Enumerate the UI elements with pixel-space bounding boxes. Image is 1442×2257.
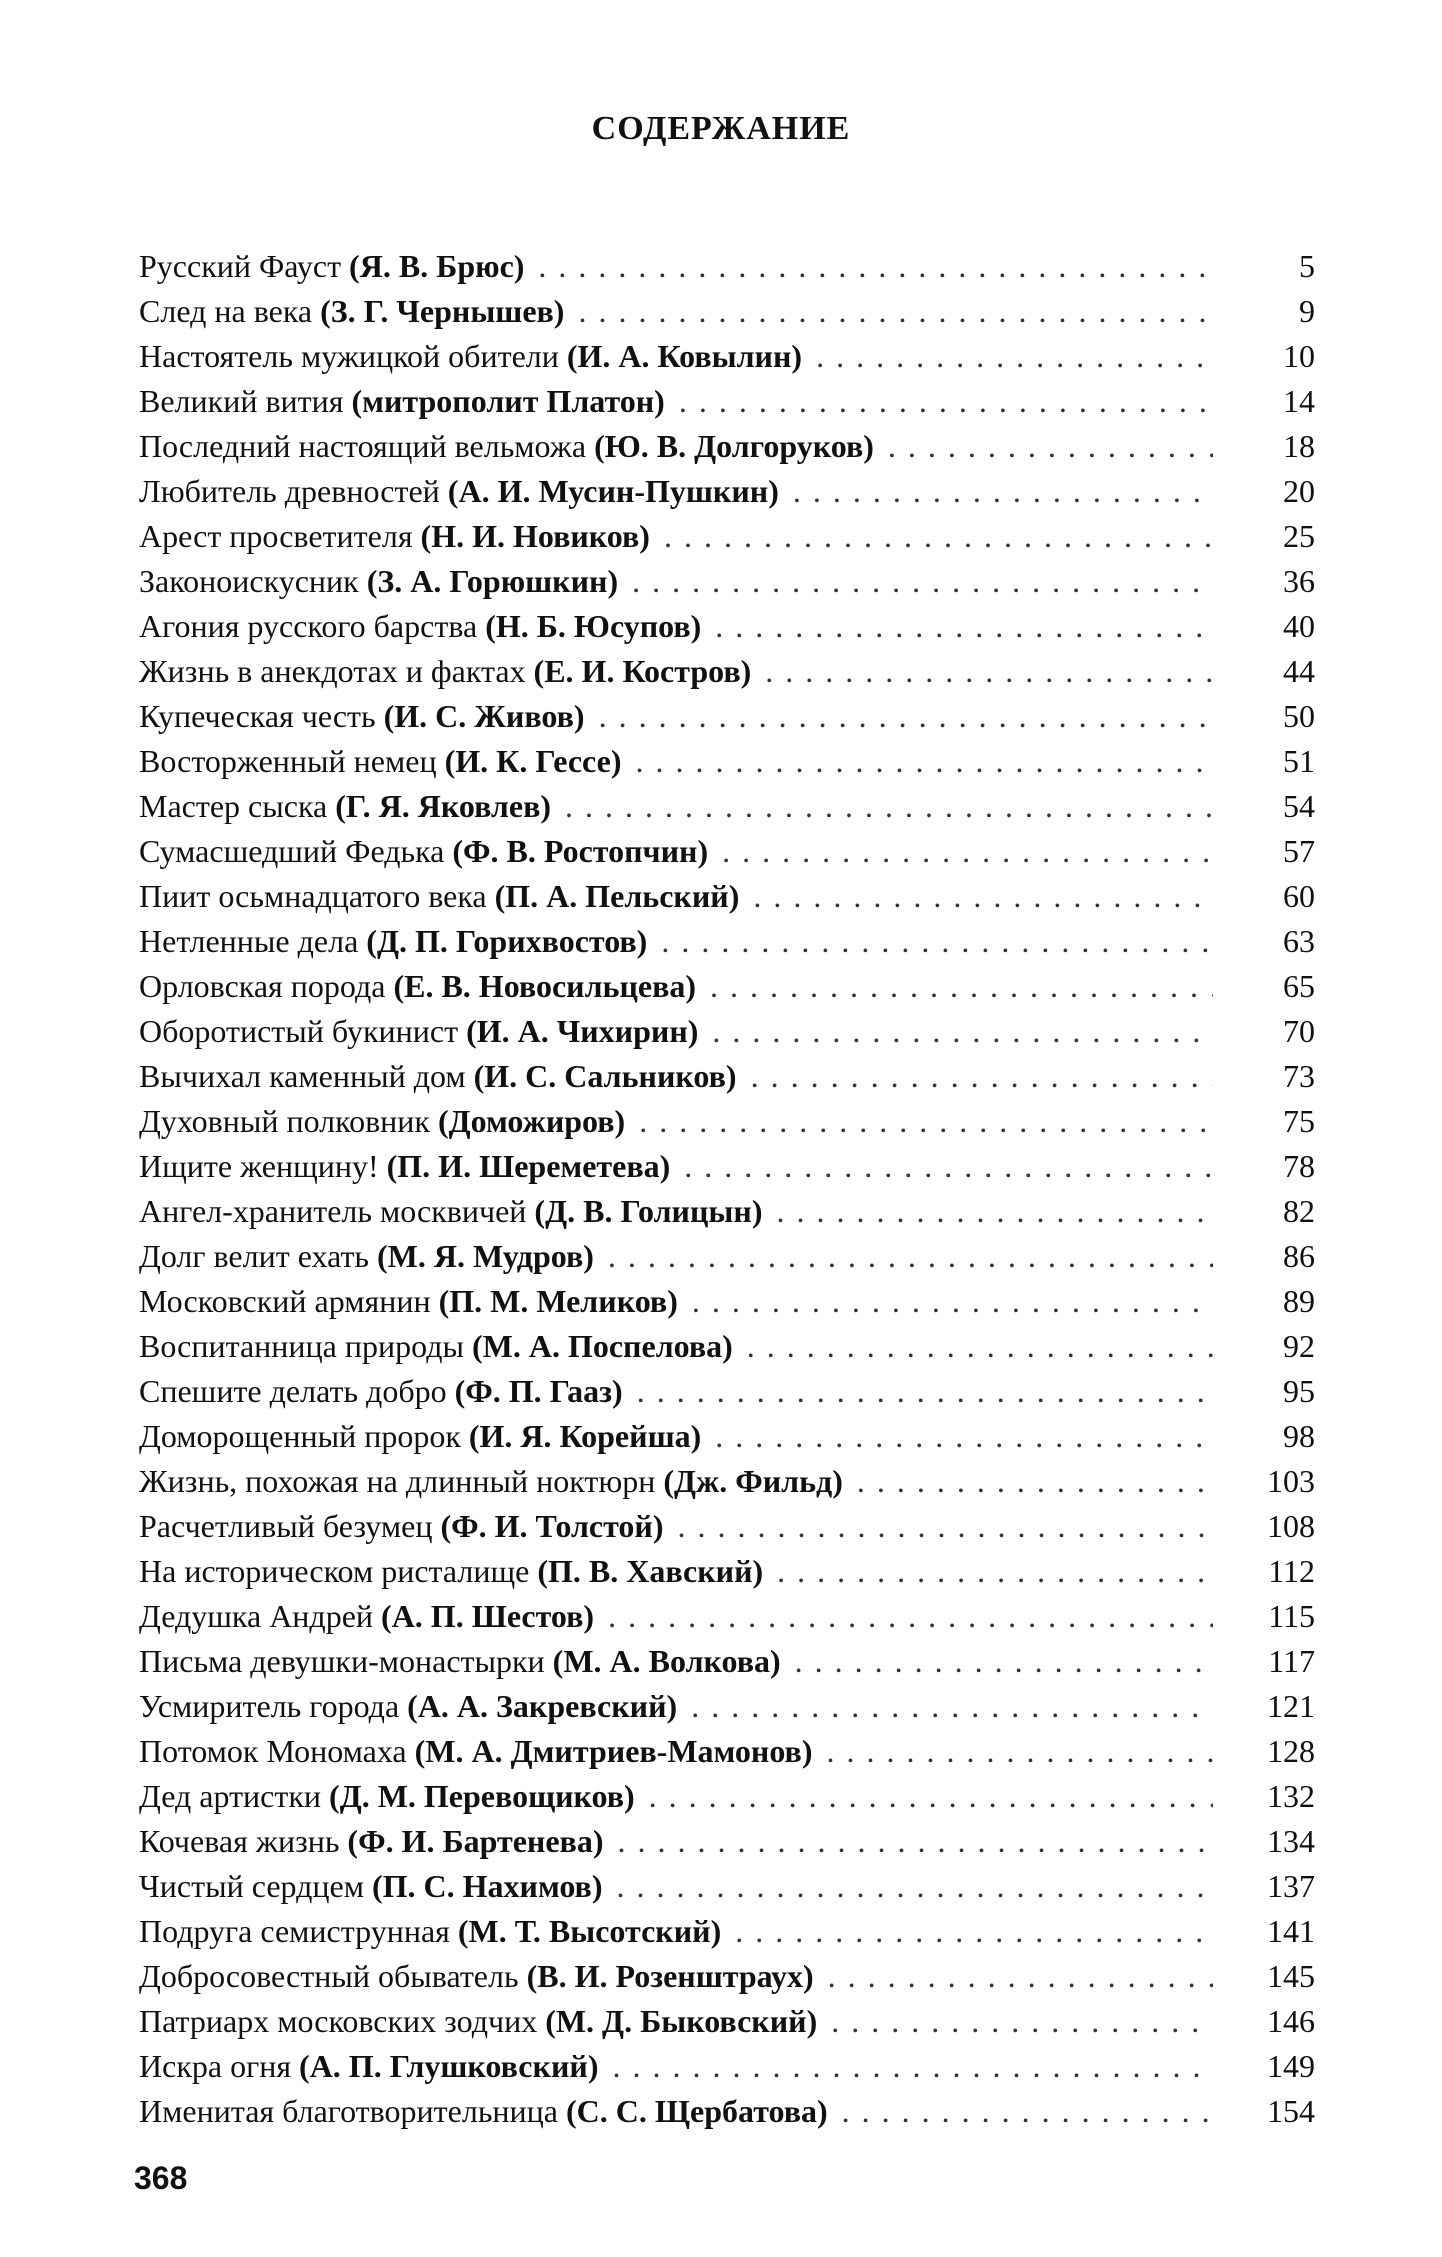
toc-entry-title: Ангел-хранитель москвичей xyxy=(139,1193,527,1229)
toc-entry xyxy=(139,1954,1315,1999)
dot-leader xyxy=(664,514,1213,559)
toc-entry-author: (В. И. Розенштраух) xyxy=(526,1958,814,1994)
toc-entry-author: (М. Я. Мудров) xyxy=(377,1238,594,1274)
dot-leader xyxy=(857,1459,1213,1504)
toc-entry xyxy=(139,649,1315,694)
toc-entry-title: Агония русского барства xyxy=(139,608,478,644)
toc-entry-author: (М. А. Волкова) xyxy=(552,1643,781,1679)
toc-entry-title: Дедушка Андрей xyxy=(139,1598,374,1634)
toc-entry-title: Воспитанница природы xyxy=(139,1328,464,1364)
toc-entry-author: (М. А. Поспелова) xyxy=(471,1328,733,1364)
toc-entry-title: Великий вития xyxy=(139,383,344,419)
toc-entry-page: 132 xyxy=(1267,1778,1315,1814)
toc-entry-author: (Д. П. Горихвостов) xyxy=(366,923,648,959)
toc-entry-title: Купеческая честь xyxy=(139,698,376,734)
toc-entry-page: 75 xyxy=(1283,1103,1315,1139)
dot-leader xyxy=(722,829,1213,874)
toc-entry-author: (П. И. Шереметева) xyxy=(386,1148,671,1184)
toc-entry-title: Чистый сердцем xyxy=(139,1868,364,1904)
toc-entry-author: (З. А. Горюшкин) xyxy=(366,563,619,599)
toc-entry-title: Спешите делать добро xyxy=(139,1373,447,1409)
toc-entry-author: (Ф. И. Толстой) xyxy=(440,1508,664,1544)
toc-entry-page: 9 xyxy=(1299,293,1315,329)
toc-entry-title: Долг велит ехать xyxy=(139,1238,370,1274)
toc-entry-title: Именитая благотворительница xyxy=(139,2093,558,2129)
toc-entry xyxy=(139,1594,1315,1639)
toc-entry xyxy=(139,964,1315,1009)
toc-entry-author: (П. С. Нахимов) xyxy=(371,1868,603,1904)
dot-leader xyxy=(753,874,1213,919)
toc-entry xyxy=(139,1369,1315,1414)
dot-leader xyxy=(795,1639,1213,1684)
dot-leader xyxy=(712,1009,1213,1054)
toc-entry-title: Усмиритель города xyxy=(139,1688,400,1724)
dot-leader xyxy=(616,1864,1213,1909)
dot-leader xyxy=(617,1819,1213,1864)
dot-leader xyxy=(715,604,1213,649)
dot-leader xyxy=(735,1909,1213,1954)
toc-entry-title: Сумасшедший Федька xyxy=(139,833,445,869)
dot-leader xyxy=(888,424,1213,469)
toc-entry xyxy=(139,1234,1315,1279)
toc-entry xyxy=(139,2089,1315,2134)
toc-entry-page: 25 xyxy=(1283,518,1315,554)
toc-entry xyxy=(139,1774,1315,1819)
toc-entry-author: (Д. М. Перевощиков) xyxy=(329,1778,635,1814)
dot-leader xyxy=(842,2089,1213,2134)
dot-leader xyxy=(692,1279,1213,1324)
toc-entry-page: 121 xyxy=(1267,1688,1315,1724)
toc-entry xyxy=(139,244,1315,289)
toc-entry-title: Доморощенный пророк xyxy=(139,1418,461,1454)
toc-entry xyxy=(139,604,1315,649)
toc-entry xyxy=(139,514,1315,559)
dot-leader xyxy=(828,1954,1213,1999)
toc-entry-title: Последний настоящий вельможа xyxy=(139,428,587,464)
toc-entry-author: (Ф. В. Ростопчин) xyxy=(452,833,709,869)
toc-entry-title: Дед артистки xyxy=(139,1778,322,1814)
toc-entry-title: Мастер сыска xyxy=(139,788,328,824)
toc-entry-author: (И. Я. Корейша) xyxy=(468,1418,702,1454)
toc-entry-page: 115 xyxy=(1268,1598,1315,1634)
toc-entry-author: (З. Г. Чернышев) xyxy=(320,293,565,329)
toc-entry-author: (Ф. И. Бартенева) xyxy=(347,1823,604,1859)
toc-entry-title: Патриарх московских зодчих xyxy=(139,2003,538,2039)
toc-entry-author: (П. А. Пельский) xyxy=(494,878,740,914)
toc-entry-title: Письма девушки-монастырки xyxy=(139,1643,545,1679)
toc-entry xyxy=(139,784,1315,829)
toc-entry-title: Расчетливый безумец xyxy=(139,1508,433,1544)
toc-entry-title: Любитель древностей xyxy=(139,473,440,509)
toc-entry-page: 36 xyxy=(1283,563,1315,599)
toc-entry-title: Русский Фауст xyxy=(139,248,342,284)
toc-entry xyxy=(139,469,1315,514)
toc-entry xyxy=(139,1189,1315,1234)
toc-entry xyxy=(139,1054,1315,1099)
dot-leader xyxy=(710,964,1213,1009)
toc-entry-author: (Ю. В. Долгоруков) xyxy=(594,428,874,464)
toc-entry-author: (А. А. Закревский) xyxy=(407,1688,678,1724)
toc-entry-page: 128 xyxy=(1267,1733,1315,1769)
toc-entry-author: (М. А. Дмитриев-Мамонов) xyxy=(414,1733,813,1769)
dot-leader xyxy=(793,469,1213,514)
toc-entry xyxy=(139,829,1315,874)
toc-entry-page: 137 xyxy=(1267,1868,1315,1904)
toc-entry-title: Ищите женщину! xyxy=(139,1148,379,1184)
toc-entry-page: 44 xyxy=(1283,653,1315,689)
toc-entry-page: 112 xyxy=(1268,1553,1315,1589)
toc-entry-author: (Н. И. Новиков) xyxy=(420,518,650,554)
dot-leader xyxy=(599,694,1213,739)
toc-entry-page: 51 xyxy=(1283,743,1315,779)
dot-leader xyxy=(565,784,1213,829)
toc-entry xyxy=(139,1279,1315,1324)
toc-entry xyxy=(139,1324,1315,1369)
toc-entry-author: (С. С. Щербатова) xyxy=(566,2093,828,2129)
dot-leader xyxy=(632,559,1213,604)
toc-entry-author: (Е. В. Новосильцева) xyxy=(393,968,697,1004)
dot-leader xyxy=(661,919,1213,964)
toc-entry-title: Добросовестный обыватель xyxy=(139,1958,519,1994)
toc-entry-title: След на века xyxy=(139,293,313,329)
toc-entry-page: 40 xyxy=(1283,608,1315,644)
dot-leader xyxy=(612,2044,1213,2089)
toc-entry-page: 117 xyxy=(1268,1643,1315,1679)
toc-entry-page: 18 xyxy=(1283,428,1315,464)
toc-entry xyxy=(139,739,1315,784)
toc-entry-page: 103 xyxy=(1267,1463,1315,1499)
toc-entry xyxy=(139,1144,1315,1189)
toc-entry xyxy=(139,919,1315,964)
toc-entry-page: 10 xyxy=(1283,338,1315,374)
dot-leader xyxy=(684,1144,1213,1189)
toc-entry xyxy=(139,1459,1315,1504)
dot-leader xyxy=(831,1999,1213,2044)
toc-entry-title: Нетленные дела xyxy=(139,923,359,959)
toc-entry-page: 145 xyxy=(1267,1958,1315,1994)
dot-leader xyxy=(826,1729,1213,1774)
toc-entry xyxy=(139,379,1315,424)
toc-entry-author: (Я. В. Брюс) xyxy=(349,248,525,284)
toc-entry xyxy=(139,559,1315,604)
toc-entry-page: 86 xyxy=(1283,1238,1315,1274)
toc-entry xyxy=(139,1819,1315,1864)
toc-entry-author: (Н. Б. Юсупов) xyxy=(485,608,702,644)
toc-entry-page: 89 xyxy=(1283,1283,1315,1319)
toc-entry-title: Оборотистый букинист xyxy=(139,1013,459,1049)
dot-leader xyxy=(691,1684,1213,1729)
toc-entry-author: (митрополит Платон) xyxy=(351,383,665,419)
dot-leader xyxy=(715,1414,1213,1459)
dot-leader xyxy=(637,1369,1213,1414)
toc-entry-page: 95 xyxy=(1283,1373,1315,1409)
toc-entry xyxy=(139,289,1315,334)
dot-leader xyxy=(636,739,1214,784)
toc-entry-author: (Д. В. Голицын) xyxy=(534,1193,763,1229)
dot-leader xyxy=(608,1594,1213,1639)
toc-entry-author: (Г. Я. Яковлев) xyxy=(335,788,552,824)
dot-leader xyxy=(678,1504,1213,1549)
toc-entry-title: Настоятель мужицкой обители xyxy=(139,338,559,374)
toc-entry-title: Орловская порода xyxy=(139,968,386,1004)
dot-leader xyxy=(578,289,1213,334)
dot-leader xyxy=(649,1774,1213,1819)
toc-entry xyxy=(139,1549,1315,1594)
toc-entry xyxy=(139,1729,1315,1774)
toc-entry-page: 50 xyxy=(1283,698,1315,734)
toc-entry-page: 149 xyxy=(1267,2048,1315,2084)
toc-entry xyxy=(139,424,1315,469)
toc-entry-title: Арест просветителя xyxy=(139,518,413,554)
toc-entry-title: Законоискусник xyxy=(139,563,359,599)
toc-entry-author: (А. П. Глушковский) xyxy=(299,2048,599,2084)
toc-entry xyxy=(139,1909,1315,1954)
dot-leader xyxy=(747,1324,1213,1369)
toc-entry xyxy=(139,1504,1315,1549)
dot-leader xyxy=(538,244,1213,289)
toc-entry-page: 14 xyxy=(1283,383,1315,419)
toc-entry-title: Потомок Мономаха xyxy=(139,1733,407,1769)
dot-leader xyxy=(608,1234,1213,1279)
toc-entry-title: Жизнь, похожая на длинный ноктюрн xyxy=(139,1463,656,1499)
toc-entry xyxy=(139,334,1315,379)
toc-entry-page: 54 xyxy=(1283,788,1315,824)
toc-entry-page: 108 xyxy=(1267,1508,1315,1544)
toc-entry-author: (П. М. Меликов) xyxy=(438,1283,678,1319)
toc-entry-title: Искра огня xyxy=(139,2048,292,2084)
toc-entry-title: Восторженный немец xyxy=(139,743,437,779)
toc-entry-author: (И. А. Чихирин) xyxy=(466,1013,699,1049)
table-of-contents xyxy=(139,244,1315,2134)
toc-entry xyxy=(139,1864,1315,1909)
toc-entry xyxy=(139,694,1315,739)
toc-entry-title: Духовный полковник xyxy=(139,1103,430,1139)
dot-leader xyxy=(751,1054,1213,1099)
toc-entry-author: (И. К. Гессе) xyxy=(444,743,622,779)
dot-leader xyxy=(776,1189,1213,1234)
toc-entry-page: 92 xyxy=(1283,1328,1315,1364)
toc-entry-page: 134 xyxy=(1267,1823,1315,1859)
toc-entry xyxy=(139,1009,1315,1054)
toc-entry-title: Пиит осьмнадцатого века xyxy=(139,878,487,914)
toc-entry-title: Вычихал каменный дом xyxy=(139,1058,466,1094)
toc-entry-page: 63 xyxy=(1283,923,1315,959)
dot-leader xyxy=(816,334,1213,379)
toc-entry-page: 98 xyxy=(1283,1418,1315,1454)
toc-entry-author: (И. С. Сальников) xyxy=(473,1058,737,1094)
toc-entry xyxy=(139,1639,1315,1684)
dot-leader xyxy=(765,649,1213,694)
toc-entry xyxy=(139,874,1315,919)
dot-leader xyxy=(777,1549,1213,1594)
page-number: 368 xyxy=(134,2160,188,2196)
toc-entry-page: 154 xyxy=(1267,2093,1315,2129)
toc-entry-author: (М. Т. Высотский) xyxy=(457,1913,722,1949)
toc-entry xyxy=(139,1099,1315,1144)
toc-entry-page: 5 xyxy=(1299,248,1315,284)
dot-leader xyxy=(679,379,1213,424)
toc-entry-title: Кочевая жизнь xyxy=(139,1823,340,1859)
toc-entry-author: (И. С. Живов) xyxy=(383,698,585,734)
toc-entry-page: 70 xyxy=(1283,1013,1315,1049)
toc-entry-author: (Доможиров) xyxy=(437,1103,626,1139)
toc-entry-page: 141 xyxy=(1267,1913,1315,1949)
toc-entry-author: (Дж. Фильд) xyxy=(663,1463,843,1499)
toc-entry-page: 20 xyxy=(1283,473,1315,509)
toc-entry-page: 82 xyxy=(1283,1193,1315,1229)
toc-entry-title: Жизнь в анекдотах и фактах xyxy=(139,653,526,689)
toc-entry xyxy=(139,1999,1315,2044)
toc-entry xyxy=(139,2044,1315,2089)
toc-entry-author: (А. П. Шестов) xyxy=(381,1598,595,1634)
toc-entry-page: 57 xyxy=(1283,833,1315,869)
toc-entry-title: На историческом ристалище xyxy=(139,1553,530,1589)
toc-entry-author: (Ф. П. Гааз) xyxy=(454,1373,623,1409)
toc-entry-author: (М. Д. Быковский) xyxy=(545,2003,818,2039)
page-title: СОДЕРЖАНИЕ xyxy=(591,110,851,147)
toc-entry-author: (И. А. Ковылин) xyxy=(566,338,803,374)
toc-entry-page: 65 xyxy=(1283,968,1315,1004)
toc-entry-author: (П. В. Хавский) xyxy=(537,1553,764,1589)
toc-entry-page: 73 xyxy=(1283,1058,1315,1094)
toc-entry xyxy=(139,1414,1315,1459)
toc-entry xyxy=(139,1684,1315,1729)
toc-entry-author: (Е. И. Костров) xyxy=(533,653,752,689)
dot-leader xyxy=(639,1099,1213,1144)
toc-entry-title: Подруга семиструнная xyxy=(139,1913,450,1949)
toc-entry-author: (А. И. Мусин-Пушкин) xyxy=(447,473,779,509)
toc-entry-page: 78 xyxy=(1283,1148,1315,1184)
toc-entry-page: 146 xyxy=(1267,2003,1315,2039)
toc-entry-title: Московский армянин xyxy=(139,1283,431,1319)
toc-entry-page: 60 xyxy=(1283,878,1315,914)
